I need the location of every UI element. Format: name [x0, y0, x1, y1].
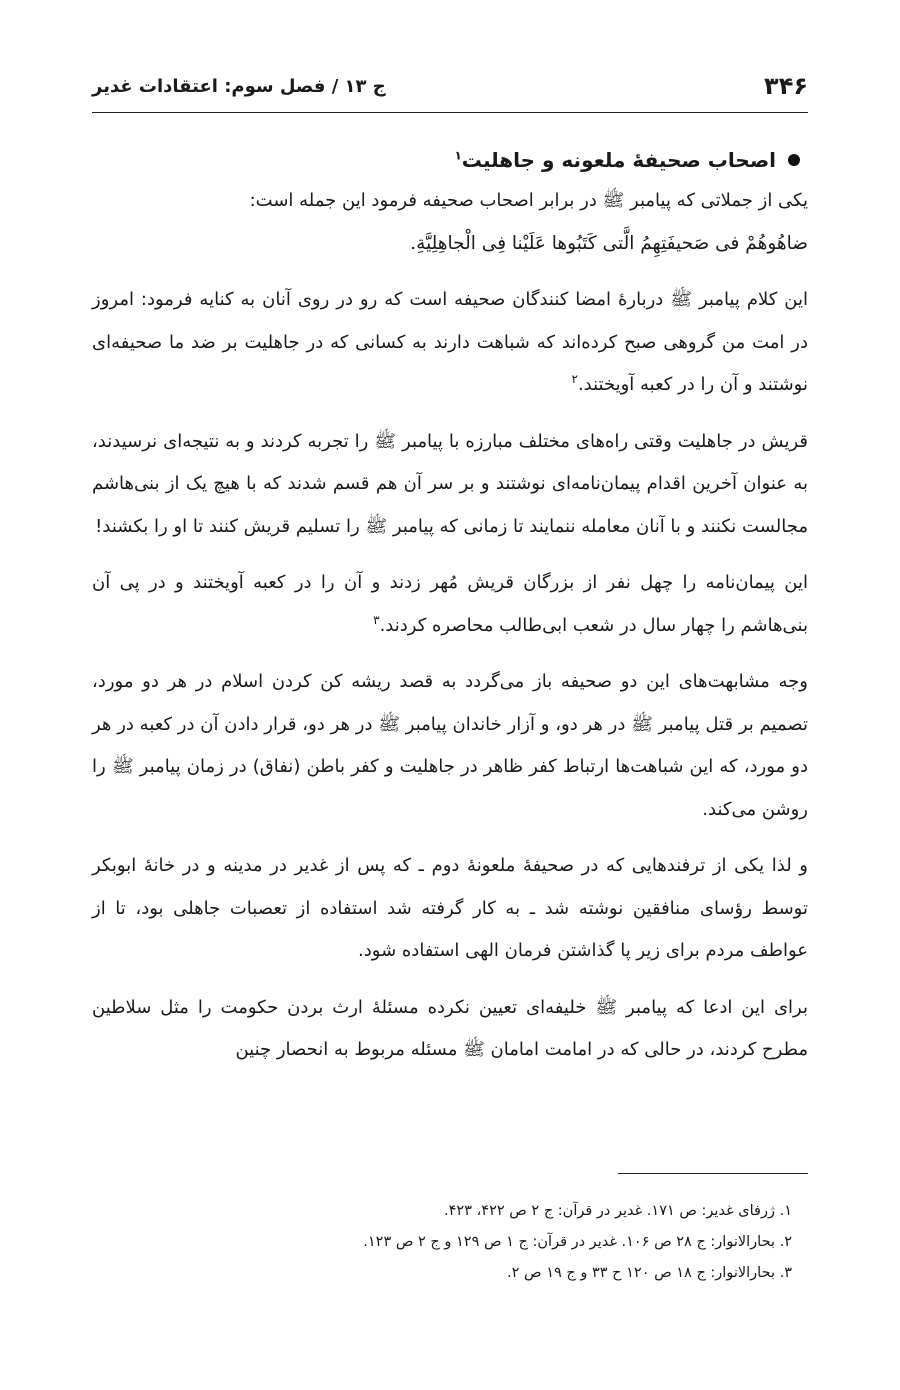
- footnote-item: ۳. بحارالانوار: ج ۱۸ ص ۱۲۰ ح ۳۳ و ج ۱۹ ص ۲.: [507, 1265, 792, 1281]
- paragraph-text: قریش در جاهلیت وقتی راه‌های مختلف مبارزه با پیامبر ﷺ را تجربه کردند و به نتیجه‌ای نرسیدند، به عنوان آخرین اقدام پیمان‌نامه‌ای نوشتند و بر سر آن هم قسم شدند که با هیچ یک از بنی‌هاشم مجالست نکنند و با آنان معامله ننمایند تا زمانی که پیامبر ﷺ را تسلیم قریش کنند تا او را بکشند!: [92, 430, 808, 537]
- bullet-icon: [788, 154, 800, 166]
- footnote-reference: ۱: [454, 148, 462, 163]
- paragraph: [92, 987, 808, 1072]
- paragraph: [92, 661, 808, 831]
- paragraph: [92, 180, 808, 265]
- arabic-quotation: ضاهُوهُمْ فی صَحیفَتِهِمُ الَّتی کَتَبُوها عَلَیْنا فِی الْجاهِلِیَّةِ.: [410, 232, 808, 254]
- footnotes: [92, 1196, 792, 1289]
- paragraph-text: و لذا یکی از ترفندهایی که در صحیفۀ ملعونۀ دوم ـ که پس از غدیر در مدینه و در خانۀ ابوبکر توسط رؤسای منافقین نوشته شد ـ به کار گرفته شد استفاده از تعصبات جاهلی بود، تا از عواطف مردم برای زیر پا گذاشتن فرمان الهی استفاده شود.: [92, 855, 808, 961]
- paragraph-text: برای این ادعا که پیامبر ﷺ خلیفه‌ای تعیین نکرده مسئلۀ ارث بردن حکومت را مثل سلاطین مطرح کردند، در حالی که در امامت امامان ﷺ مسئله مربوط به انحصار چنین: [92, 996, 808, 1060]
- running-title: ج ۱۳ / فصل سوم: اعتقادات غدیر: [92, 76, 386, 97]
- footnote-item: ۱. ژرفای غدیر: ص ۱۷۱. غدیر در قرآن: ج ۲ ص ۴۲۲، ۴۲۳.: [444, 1203, 792, 1219]
- paragraph-text: یکی از جملاتی که پیامبر ﷺ در برابر اصحاب صحیفه فرمود این جمله است:: [249, 190, 808, 211]
- footnote-divider: [618, 1173, 808, 1174]
- paragraph: [92, 562, 808, 647]
- paragraph: [92, 421, 808, 549]
- book-page: [92, 0, 808, 1390]
- paragraph: [92, 279, 808, 407]
- body-text: [92, 140, 808, 1086]
- paragraph-text: وجه مشابهت‌های این دو صحیفه باز می‌گردد به قصد ریشه کن کردن اسلام در هر دو مورد، تصمیم بر قتل پیامبر ﷺ در هر دو، و آزار خاندان پیامبر ﷺ در هر دو، قرار دادن آن در کعبه در هر دو مورد، که این شباهت‌ها ارتباط کفر ظاهر در جاهلیت و کفر باطن (نفاق) در زمان پیامبر ﷺ را روشن می‌کند.: [92, 671, 808, 820]
- paragraph-text: این کلام پیامبر ﷺ دربارۀ امضا کنندگان صحیفه است که رو در روی آنان به کنایه فرمود: امروز در امت من گروهی صبح کرده‌اند که شباهت دارند به کسانی که در جاهلیت بر ضد ما صحیفه‌ای نوشتند و آن را در کعبه آویختند.: [92, 289, 808, 395]
- footnote-item: ۲. بحارالانوار: ج ۲۸ ص ۱۰۶. غدیر در قرآن: ج ۱ ص ۱۲۹ و ج ۲ ص ۱۲۳.: [363, 1234, 792, 1250]
- section-heading: [92, 140, 800, 180]
- running-header: [92, 68, 808, 113]
- footnote-reference: ۳: [373, 612, 380, 627]
- page-number: ۳۴۶: [764, 72, 808, 100]
- footnote-reference: ۲: [571, 372, 578, 386]
- paragraph: [92, 845, 808, 973]
- paragraph-text: این پیمان‌نامه را چهل نفر از بزرگان قریش مُهر زدند و آن را در کعبه آویختند و در پی آن بنی‌هاشم را چهار سال در شعب ابی‌طالب محاصره کردند.: [92, 572, 808, 636]
- section-heading-text: اصحاب صحیفۀ ملعونه و جاهلیت: [461, 148, 776, 172]
